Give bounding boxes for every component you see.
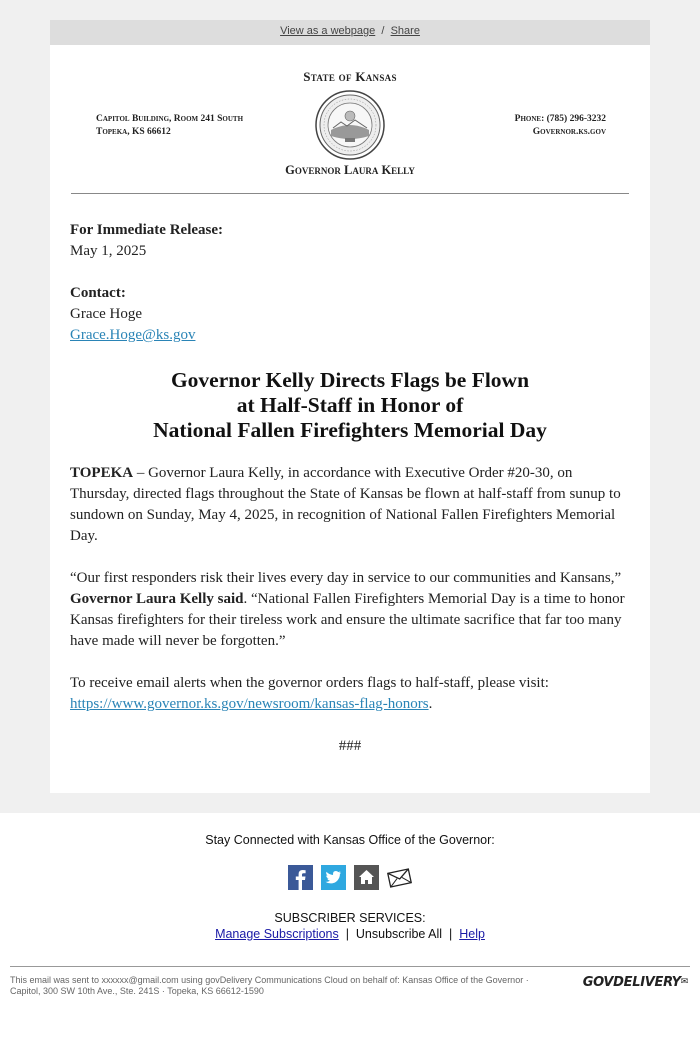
office-address <box>96 113 243 139</box>
share-link[interactable]: Share <box>390 25 420 37</box>
contact-name: Grace Hoge <box>70 306 143 322</box>
footer <box>0 813 700 997</box>
govdelivery-logo[interactable] <box>583 977 688 988</box>
fine-print-line: This email was sent to xxxxxx@gmail.com using govDelivery Communications Cloud on behalf of: Kansas Office of the Governor · <box>10 975 529 985</box>
social-icons <box>0 865 700 890</box>
top-bar <box>50 20 650 45</box>
website-line: Governor.ks.gov <box>532 127 606 137</box>
phone-line: Phone: (785) 296-3232 <box>514 114 606 124</box>
kansas-seal-icon <box>315 90 385 160</box>
dateline: TOPEKA <box>70 465 134 481</box>
address-line: Topeka, KS 66612 <box>96 127 171 137</box>
separator: | <box>345 927 349 941</box>
topbar-separator: / <box>381 25 385 37</box>
paragraph-1 <box>70 463 630 547</box>
address-line: Capitol Building, Room 241 South <box>96 114 244 124</box>
twitter-icon[interactable] <box>321 865 346 890</box>
governor-name: Governor Laura Kelly <box>285 163 415 177</box>
office-contact <box>515 113 606 139</box>
flag-honors-link[interactable]: https://www.governor.ks.gov/newsroom/kansas-flag-honors <box>70 696 429 712</box>
release-label: For Immediate Release: <box>70 222 224 238</box>
stay-connected-text: Stay Connected with Kansas Office of the Governor: <box>205 833 495 847</box>
facebook-icon[interactable] <box>288 865 313 890</box>
headline <box>70 368 630 443</box>
paragraph-text: – Governor Laura Kelly, in accordance with Executive Order #20-30, on Thursday, directed flags throughout the State of Kansas be flown at half-staff from sunup to sundown on Sunday, May 4, 2025, in recognition of National Fallen Firefighters Memorial Day. <box>70 465 621 544</box>
help-link[interactable]: Help <box>459 927 485 941</box>
manage-subscriptions-link[interactable]: Manage Subscriptions <box>215 927 339 941</box>
press-release-body <box>50 194 650 757</box>
email-icon[interactable] <box>387 865 412 890</box>
paragraph-2 <box>70 568 630 652</box>
paragraph-3 <box>70 673 630 715</box>
letterhead <box>50 45 650 193</box>
state-title: State of Kansas <box>303 69 397 84</box>
attribution: Governor Laura Kelly said <box>70 591 244 607</box>
subscriber-services <box>0 910 700 942</box>
contact-email-link[interactable]: Grace.Hoge@ks.gov <box>70 327 196 343</box>
headline-line: Governor Kelly Directs Flags be Flown <box>170 368 530 392</box>
release-date: May 1, 2025 <box>70 243 147 259</box>
period: . <box>428 696 433 712</box>
headline-line: National Fallen Firefighters Memorial Day <box>153 418 547 442</box>
paragraph-text: To receive email alerts when the governor orders flags to half-staff, please visit: <box>70 675 549 691</box>
govdelivery-mark-icon: ✉ <box>680 977 688 987</box>
headline-line: at Half-Staff in Honor of <box>236 393 464 417</box>
contact-label: Contact: <box>70 285 126 301</box>
separator: | <box>449 927 453 941</box>
quote-text: “Our first responders risk their lives every day in service to our communities and Kansans,” <box>70 570 622 586</box>
govdelivery-wordmark: GOVDELIVERY <box>582 975 681 990</box>
fine-print-line: Capitol, 300 SW 10th Ave., Ste. 241S · Topeka, KS 66612-1590 <box>10 986 264 996</box>
email-card <box>50 20 650 793</box>
subscriber-services-label: SUBSCRIBER SERVICES: <box>274 911 426 925</box>
view-as-webpage-link[interactable]: View as a webpage <box>280 25 376 37</box>
fine-print <box>0 967 700 997</box>
quote-text: . “National Fallen Firefighters Memorial Day is a time to honor Kansas firefighters for their tireless work and ensure the ultimate sacrifice that far too many have made will never be forgotten.” <box>70 591 625 649</box>
home-icon[interactable] <box>354 865 379 890</box>
unsubscribe-all[interactable]: Unsubscribe All <box>355 927 443 941</box>
end-mark: ### <box>338 738 362 754</box>
